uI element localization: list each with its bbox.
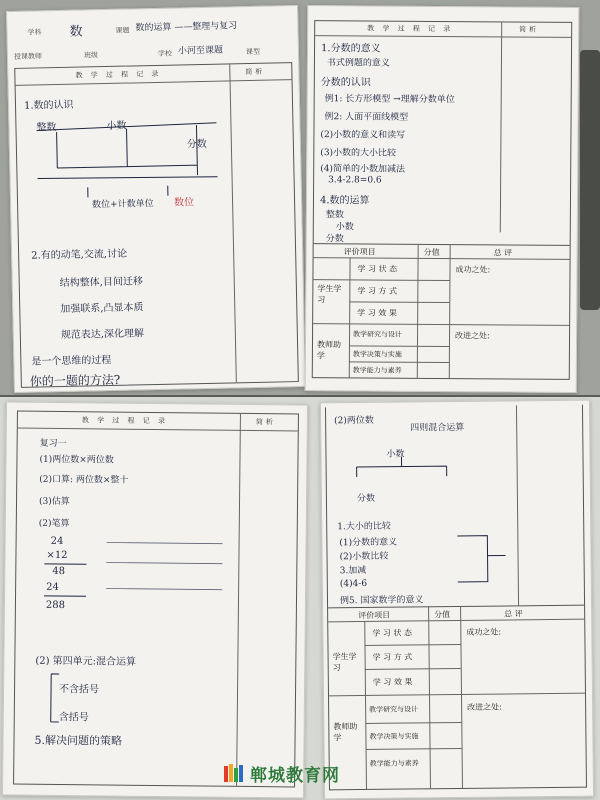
notebook-page-bottom-right [320,400,594,800]
process-table [14,62,299,388]
note-line: 分数 [186,138,207,151]
process-header: 教 学 过 程 记 录 [75,69,162,80]
note-line: 例5. 国家数学的意义 [339,595,424,607]
structure-sketch [15,64,233,248]
eval-item-header: 评价项目 [358,610,391,621]
note-line: (2)小数比较 [339,551,389,563]
eval-student-group: 学生学习 [317,284,342,305]
note-line: 整数 [36,122,57,134]
note-line: 小数 [335,222,354,233]
eval-teacher-item: 教学能力与素养 [369,759,419,768]
note-line: 3.4-2.8=0.6 [328,175,382,186]
eval-score-header: 分值 [423,247,440,257]
school-label: 学校 [157,49,173,58]
eval-summary-header: 总 评 [493,248,513,258]
note-line: (2)笔算 [38,518,70,530]
analysis-header: 简析 [255,418,276,427]
note-line: 分数的认识 [320,77,371,89]
notebook-page-top-left [6,5,306,393]
school-value: 小河至课题 [177,45,224,57]
note-line: 分数 [356,493,376,505]
note-line: (4)简单的小数加减法 [320,164,405,175]
note-line: (3)估算 [38,496,70,508]
eval-success-label: 成功之处: [455,265,491,275]
note-line: 48 [52,565,66,578]
watermark [222,760,340,786]
topic-value: 数的运算 ——整理与复习 [135,21,238,34]
analysis-header: 简析 [519,25,540,34]
note-line: (2)两位数 [334,415,374,427]
watermark-text: 郸城教育网 [250,765,340,786]
note-line: 288 [45,599,66,612]
analysis-header: 简析 [245,67,266,77]
note-line: 1.分数的意义 [321,43,381,55]
note-line: 是一个思维的过程 [31,354,112,368]
note-line: 24 [46,581,59,593]
tree-sketch [326,405,518,607]
note-line: (2) 第四单元:混合运算 [35,655,137,668]
eval-student-item: 学 习 状 态 [372,628,413,638]
eval-student-item: 学 习 状 态 [357,264,398,274]
lecturer-label: 授课教师 [13,52,43,61]
note-line: ×12 [46,549,68,562]
eval-score-header: 分值 [434,610,451,620]
calculation-sketch [14,412,240,786]
note-line: 结构整体,目间迁移 [59,276,144,290]
eval-student-item: 学 习 方 式 [372,652,413,662]
notebook-page-bottom-left [2,401,308,798]
photo-top [0,0,600,395]
note-line: 24 [50,535,64,548]
red-note: 数位 [173,197,195,209]
note-line: (1)分数的意义 [339,537,398,549]
note-line: 5.解决问题的策略 [34,733,123,748]
eval-summary-header: 总 评 [504,609,523,619]
eval-teacher-item: 教学研究与设计 [369,705,419,714]
note-line: 加强联系,凸显本质 [60,302,144,316]
note-line: 小数 [106,120,127,133]
process-table [312,20,572,380]
note-line: 例2: 人面平面线模型 [324,112,409,123]
pen-object [580,50,600,310]
notebook-page-top-right [305,5,580,393]
note-line: 小数 [386,449,405,460]
eval-teacher-item: 教学能力与素养 [352,366,402,375]
class-label: 班级 [83,51,99,60]
note-line: 书式例题的意义 [326,58,390,69]
eval-success-label: 成功之处: [466,627,502,637]
photo-bottom [0,397,600,800]
note-line: (3)小数的大小比较 [320,148,397,159]
note-line: 四则混合运算 [410,422,465,434]
note-line: 数位+计数单位 [92,199,154,211]
eval-student-item: 学 习 效 果 [357,308,397,318]
note-line: 1.数的认识 [23,99,74,112]
note-line: 整数 [325,210,344,221]
note-line: 3.加减 [339,565,367,577]
process-header: 教 学 过 程 记 录 [81,416,169,426]
class-type-label: 课型 [245,47,261,57]
process-table [325,405,587,791]
subject-value: 数 [69,24,83,40]
note-line: (1)两位数×两位数 [39,454,114,466]
topic-label: 课题 [115,26,130,35]
eval-student-item: 学 习 方 式 [357,286,398,296]
process-table [13,411,299,788]
eval-teacher-group: 教师助学 [333,722,358,743]
note-line: 含括号 [58,711,89,724]
eval-teacher-item: 教学决策与实施 [369,732,419,741]
pencil-bars-logo-icon [222,762,244,784]
note-line: 例1: 长方形模型 →理解分数单位 [324,94,455,106]
note-line: (4)4-6 [339,578,368,590]
note-line: 规范表达,深化理解 [60,328,145,342]
note-line: 1.大小的比较 [337,521,391,533]
note-line: 分数 [325,234,344,245]
note-line: 4.数的运算 [319,195,370,207]
note-line: 复习一 [39,438,67,450]
eval-student-item: 学 习 效 果 [372,677,413,687]
eval-teacher-item: 教学研究与设计 [353,330,403,339]
eval-teacher-group: 教师助学 [316,340,342,361]
note-line: (2)小数的意义和读写 [320,130,406,141]
eval-student-group: 学生学习 [332,652,357,673]
note-line: 2.有的动笔,交流,讨论 [31,248,128,262]
note-line: 你的一题的方法? [29,372,121,389]
eval-improve-label: 改进之处: [455,331,490,341]
eval-improve-label: 改进之处: [467,702,502,712]
subject-label: 学科 [27,28,42,37]
eval-teacher-item: 教学决策与实施 [352,350,402,359]
process-header: 教 学 过 程 记 录 [367,24,454,34]
eval-item-header: 评价项目 [343,247,376,257]
note-line: (2)口算: 两位数×整十 [39,474,129,486]
note-line: 不含括号 [58,684,100,696]
